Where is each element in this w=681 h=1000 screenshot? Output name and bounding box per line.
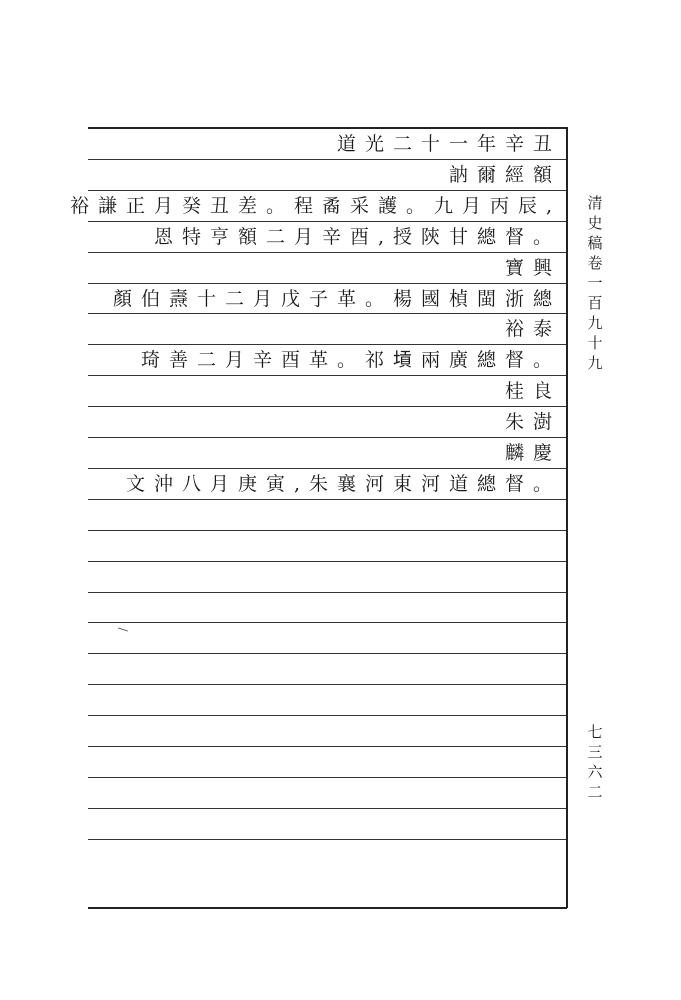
table-row-text: 裕泰 (504, 318, 561, 341)
frame-top-border (88, 127, 567, 129)
table-row-text: 文沖八月庚寅,朱襄河東河道總督。 (125, 472, 561, 495)
stray-mark (118, 627, 128, 631)
row-divider (88, 406, 566, 407)
row-divider (88, 313, 566, 314)
row-divider (88, 252, 566, 253)
row-divider (88, 746, 566, 747)
row-divider (88, 684, 566, 685)
row-divider (88, 437, 566, 438)
row-divider (88, 592, 566, 593)
page-number: 七三六二 (587, 723, 603, 801)
row-divider (88, 839, 566, 840)
row-divider (88, 561, 566, 562)
row-divider (88, 283, 566, 284)
table-row-text: 琦善二月辛酉革。祁𡎴兩廣總督。 (140, 349, 561, 372)
table-row-text: 裕謙正月癸丑差。程矞采護。九月丙辰, (69, 194, 561, 217)
table-row-text: 朱澍 (504, 411, 561, 434)
row-divider (88, 653, 566, 654)
row-divider (88, 375, 566, 376)
row-divider (88, 715, 566, 716)
row-divider (88, 808, 566, 809)
row-divider (88, 159, 566, 160)
row-divider (88, 221, 566, 222)
table-row-text: 桂良 (504, 380, 561, 403)
table-row-text: 訥爾經額 (448, 163, 561, 186)
row-divider (88, 777, 566, 778)
row-divider (88, 530, 566, 531)
row-divider (88, 344, 566, 345)
table-row-text: 顏伯燾十二月戊子革。楊國楨閩浙總 (112, 287, 561, 310)
running-title: 清史稿卷一百九十九 (587, 194, 603, 372)
table-row-text: 道光二十一年辛丑 (336, 133, 561, 155)
frame-right-border (566, 127, 568, 908)
row-divider (88, 499, 566, 500)
table-row-text: 麟慶 (504, 442, 561, 464)
row-divider (88, 622, 566, 623)
row-divider (88, 468, 566, 469)
frame-bottom-border (88, 907, 567, 909)
table-row-text: 寶興 (504, 256, 561, 279)
row-divider (88, 190, 566, 191)
table-row-text: 恩特亨額二月辛酉,授陝甘總督。 (153, 225, 561, 248)
